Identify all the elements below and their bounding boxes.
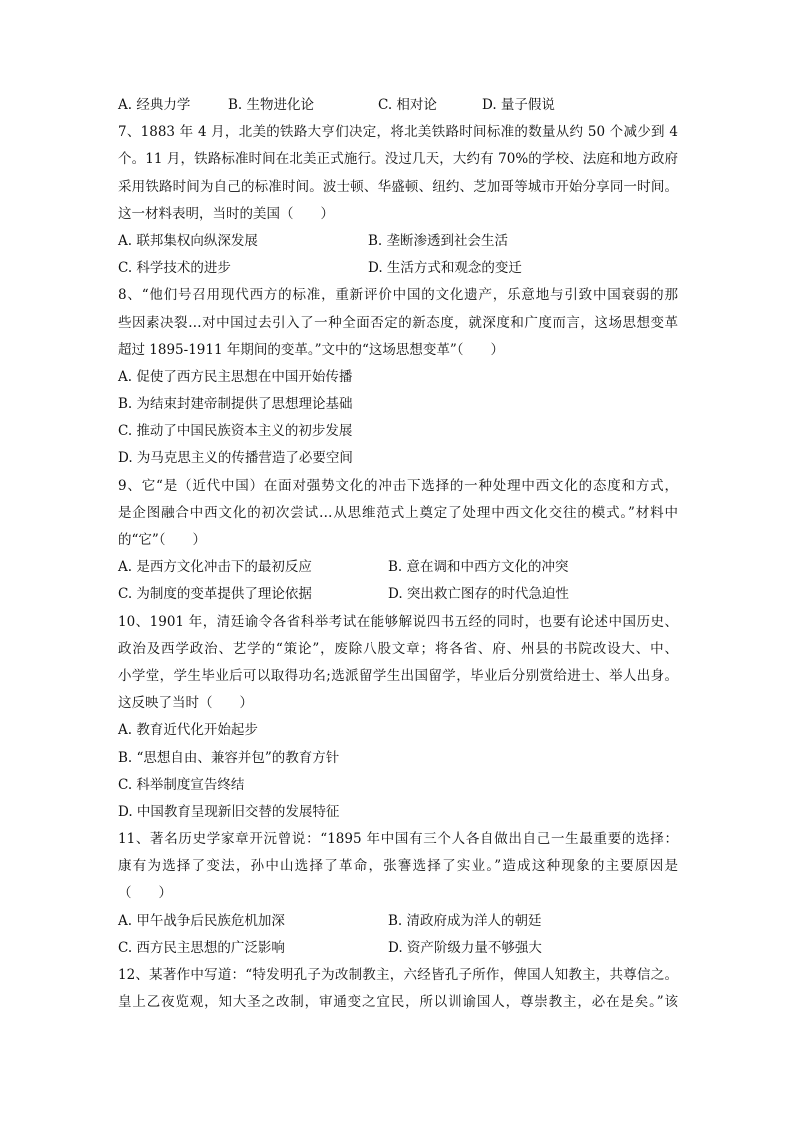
q9-stem-line-3: 的“它”（ ） xyxy=(118,532,207,548)
exam-page xyxy=(118,92,678,1016)
q11-option-b[interactable]: B. 清政府成为洋人的朝廷 xyxy=(388,912,542,929)
q9-stem-line-2: 是企图融合中西文化的初次尝试…从思维范式上奠定了处理中西文化交往的模式。”材料中 xyxy=(118,504,678,521)
q7-options-row-2 xyxy=(118,255,678,282)
q7-options-row-1 xyxy=(118,228,678,255)
q8-option-d[interactable]: D. 为马克思主义的传播营造了必要空间 xyxy=(118,450,353,467)
question-11 xyxy=(118,826,678,962)
q11-option-c[interactable]: C. 西方民主思想的广泛影响 xyxy=(118,939,285,956)
question-7 xyxy=(118,119,678,282)
q8-option-b[interactable]: B. 为结束封建帝制提供了思想理论基础 xyxy=(118,396,353,413)
q11-stem-line-2: 康有为选择了变法，孙中山选择了革命，张謇选择了实业。”造成这种现象的主要原因是 xyxy=(118,858,678,875)
q6-option-c[interactable]: C. 相对论 xyxy=(378,97,437,113)
q11-option-a[interactable]: A. 甲午战争后民族危机加深 xyxy=(118,912,285,929)
q6-option-b[interactable]: B. 生物进化论 xyxy=(228,97,315,113)
q6-option-d[interactable]: D. 量子假说 xyxy=(482,97,555,113)
q10-stem-line-3: 小学堂，学生毕业后可以取得功名;选派留学生出国留学，毕业后分别赏给进士、举人出身。 xyxy=(118,667,678,684)
q10-stem-line-4: 这反映了当时（ ） xyxy=(118,695,253,712)
q9-options-row-2 xyxy=(118,581,678,608)
q11-options-row-2 xyxy=(118,935,678,962)
q7-option-d[interactable]: D. 生活方式和观念的变迁 xyxy=(368,260,522,277)
q9-options-row-1 xyxy=(118,554,678,581)
q8-stem-line-2: 些因素决裂…对中国过去引入了一种全面否定的新态度，就深度和广度而言，这场思想变革 xyxy=(118,314,678,331)
q7-stem-line-2: 个。11 月，铁路标准时间在北美正式施行。没过几天，大约有 70%的学校、法庭和地方政府 xyxy=(118,151,678,168)
q9-stem-line-1: 9、它“是（近代中国）在面对强势文化的冲击下选择的一种处理中西文化的态度和方式， xyxy=(118,477,678,494)
q10-stem-line-1: 10、1901 年，清廷谕令各省科举考试在能够解说四书五经的同时，也要有论述中国历史、 xyxy=(118,613,678,630)
q7-stem-line-4: 这一材料表明，当时的美国（ ） xyxy=(118,205,334,222)
q10-stem-line-2: 政治及西学政治、艺学的“策论”，废除八股文章；将各省、府、州县的书院改设大、中、 xyxy=(118,640,678,657)
q12-stem-line-2: 皇上乙夜览观，知大圣之改制，审通变之宜民，所以训谕国人，尊崇教主，必在是矣。”该 xyxy=(118,994,678,1011)
q10-option-c[interactable]: C. 科举制度宣告终结 xyxy=(118,776,245,793)
q6-option-a[interactable]: A. 经典力学 xyxy=(118,97,191,113)
question-8 xyxy=(118,282,678,472)
q8-stem-line-3: 超过 1895-1911 年期间的变革。”文中的“这场思想变革”（ ） xyxy=(118,341,505,358)
q10-option-a[interactable]: A. 教育近代化开始起步 xyxy=(118,722,258,739)
q7-option-b[interactable]: B. 垄断渗透到社会生活 xyxy=(368,232,509,249)
q7-option-c[interactable]: C. 科学技术的进步 xyxy=(118,260,231,277)
q9-option-a[interactable]: A. 是西方文化冲击下的最初反应 xyxy=(118,559,312,576)
q7-stem-line-1: 7、1883 年 4 月，北美的铁路大亨们决定，将北美铁路时间标准的数量从约 50 个减少到 4 xyxy=(118,124,678,141)
q9-option-c[interactable]: C. 为制度的变革提供了理论依据 xyxy=(118,586,312,603)
q6-options xyxy=(118,92,678,119)
q11-stem-line-1: 11、著名历史学家章开沅曾说：“1895 年中国有三个人各自做出自己一生最重要的选择： xyxy=(118,831,678,848)
question-12 xyxy=(118,962,678,1016)
q8-option-c[interactable]: C. 推动了中国民族资本主义的初步发展 xyxy=(118,423,353,440)
q11-stem-line-3: （ ） xyxy=(118,885,172,902)
question-9 xyxy=(118,473,678,609)
q12-stem-line-1: 12、某著作中写道：“特发明孔子为改制教主，六经皆孔子所作，俾国人知教主，共尊信之。 xyxy=(118,967,678,983)
q10-option-b[interactable]: B. “思想自由、兼容并包”的教育方针 xyxy=(118,749,340,766)
q9-option-d[interactable]: D. 突出救亡图存的时代急迫性 xyxy=(388,586,569,603)
q7-option-a[interactable]: A. 联邦集权向纵深发展 xyxy=(118,232,258,249)
q11-options-row-1 xyxy=(118,908,678,935)
q10-option-d[interactable]: D. 中国教育呈现新旧交替的发展特征 xyxy=(118,803,340,820)
q9-option-b[interactable]: B. 意在调和中西方文化的冲突 xyxy=(388,559,569,576)
question-10 xyxy=(118,609,678,827)
q8-option-a[interactable]: A. 促使了西方民主思想在中国开始传播 xyxy=(118,368,353,385)
q7-stem-line-3: 采用铁路时间为自己的标准时间。波士顿、华盛顿、纽约、芝加哥等城市开始分享同一时间。 xyxy=(118,178,678,195)
q11-option-d[interactable]: D. 资产阶级力量不够强大 xyxy=(388,939,542,956)
q8-stem-line-1: 8、“他们号召用现代西方的标准，重新评价中国的文化遗产，乐意地与引致中国衰弱的那 xyxy=(118,287,678,304)
